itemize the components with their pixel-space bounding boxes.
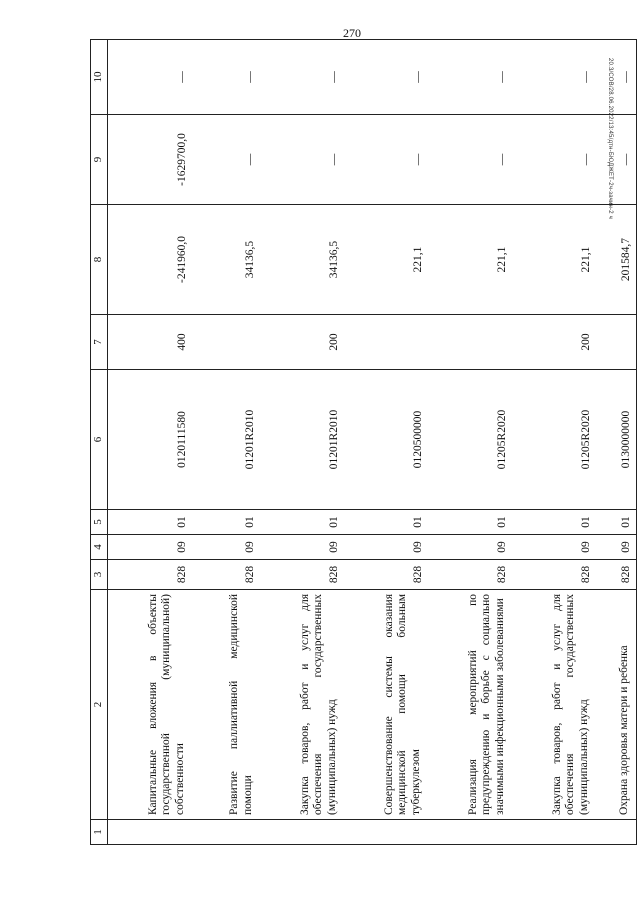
cell-col3: 828 — [596, 560, 637, 590]
cell-col7 — [344, 315, 428, 370]
cell-col4: 09 — [108, 535, 193, 560]
table-row — [108, 40, 193, 845]
cell-col4: 09 — [596, 535, 637, 560]
row-name: Закупка товаров, работ и услуг для обеспечения государственных (муниципальных) нужд — [260, 590, 344, 820]
budget-table — [90, 39, 637, 845]
cell-col8: 221,1 — [428, 205, 512, 315]
row-name: Реализация мероприятий по предупреждению и борьбе с социально значимыми инфекционными заболеваниями — [428, 590, 512, 820]
cell-col10: — — [192, 40, 260, 115]
cell-col3: 828 — [260, 560, 344, 590]
header-cell: 3 — [91, 560, 108, 590]
cell-col5: 01 — [192, 510, 260, 535]
cell-col9: — — [192, 115, 260, 205]
header-cell: 2 — [91, 590, 108, 820]
cell-col4: 09 — [260, 535, 344, 560]
header-cell: 1 — [91, 820, 108, 845]
cell-col8: 221,1 — [512, 205, 596, 315]
cell-col10: — — [108, 40, 193, 115]
cell-col5: 01 — [260, 510, 344, 535]
cell-col9: — — [596, 115, 637, 205]
cell-col5: 01 — [596, 510, 637, 535]
cell-col8: 201584,7 — [596, 205, 637, 315]
row-name: Капитальные вложения в объекты государственной (муниципальной) собственности — [108, 590, 193, 820]
table-header-row — [91, 40, 108, 845]
cell-col6: 0120500000 — [344, 370, 428, 510]
cell-col5: 01 — [512, 510, 596, 535]
cell-col6: 01201R2010 — [192, 370, 260, 510]
cell-col3: 828 — [512, 560, 596, 590]
cell-col9: — — [512, 115, 596, 205]
cell-col4: 09 — [344, 535, 428, 560]
table-row — [260, 40, 344, 845]
cell-col3: 828 — [108, 560, 193, 590]
cell-col6: 0120111580 — [108, 370, 193, 510]
cell-col7 — [192, 315, 260, 370]
document-stamp: 20.3/СОВ/28.06.2022/13:45/дтн-БЮДЖЕТ-2ч-зачин-2 ч — [607, 58, 613, 219]
cell-col4: 09 — [428, 535, 512, 560]
cell-col6: 01201R2010 — [260, 370, 344, 510]
row-name: Развитие паллиативной медицинской помощи — [192, 590, 260, 820]
page-number: 270 — [343, 26, 361, 40]
cell-col5: 01 — [108, 510, 193, 535]
cell-col10: — — [344, 40, 428, 115]
table-row — [428, 40, 512, 845]
cell-col4: 09 — [192, 535, 260, 560]
table-row — [512, 40, 596, 845]
header-cell: 6 — [91, 370, 108, 510]
table-row — [596, 40, 637, 845]
cell-col9: — — [428, 115, 512, 205]
row-name: Совершенствование системы оказания медицинской помощи больным туберкулезом — [344, 590, 428, 820]
cell-col7: 400 — [108, 315, 193, 370]
cell-col10: — — [596, 40, 637, 115]
cell-col3: 828 — [192, 560, 260, 590]
cell-col6: 0130000000 — [596, 370, 637, 510]
cell-col8: 34136,5 — [192, 205, 260, 315]
table-row — [344, 40, 428, 845]
cell-col3: 828 — [428, 560, 512, 590]
cell-col5: 01 — [428, 510, 512, 535]
cell-col5: 01 — [344, 510, 428, 535]
cell-col8: -241960,0 — [108, 205, 193, 315]
cell-col9: — — [344, 115, 428, 205]
cell-col7 — [596, 315, 637, 370]
header-cell: 7 — [91, 315, 108, 370]
header-cell: 8 — [91, 205, 108, 315]
row-name: Охрана здоровья матери и ребенка — [596, 590, 637, 820]
cell-col9: -1629700,0 — [108, 115, 193, 205]
cell-col10: — — [512, 40, 596, 115]
cell-col7: 200 — [260, 315, 344, 370]
cell-col7 — [428, 315, 512, 370]
cell-col10: — — [428, 40, 512, 115]
header-cell: 4 — [91, 535, 108, 560]
cell-col6: 01205R2020 — [428, 370, 512, 510]
row-name: Закупка товаров, работ и услуг для обеспечения государственных (муниципальных) нужд — [512, 590, 596, 820]
cell-col4: 09 — [512, 535, 596, 560]
cell-col9: — — [260, 115, 344, 205]
cell-col6: 01205R2020 — [512, 370, 596, 510]
cell-col8: 34136,5 — [260, 205, 344, 315]
header-cell: 9 — [91, 115, 108, 205]
table-row — [192, 40, 260, 845]
cell-col8: 221,1 — [344, 205, 428, 315]
cell-col10: — — [260, 40, 344, 115]
cell-col3: 828 — [344, 560, 428, 590]
cell-col7: 200 — [512, 315, 596, 370]
header-cell: 5 — [91, 510, 108, 535]
header-cell: 10 — [91, 40, 108, 115]
